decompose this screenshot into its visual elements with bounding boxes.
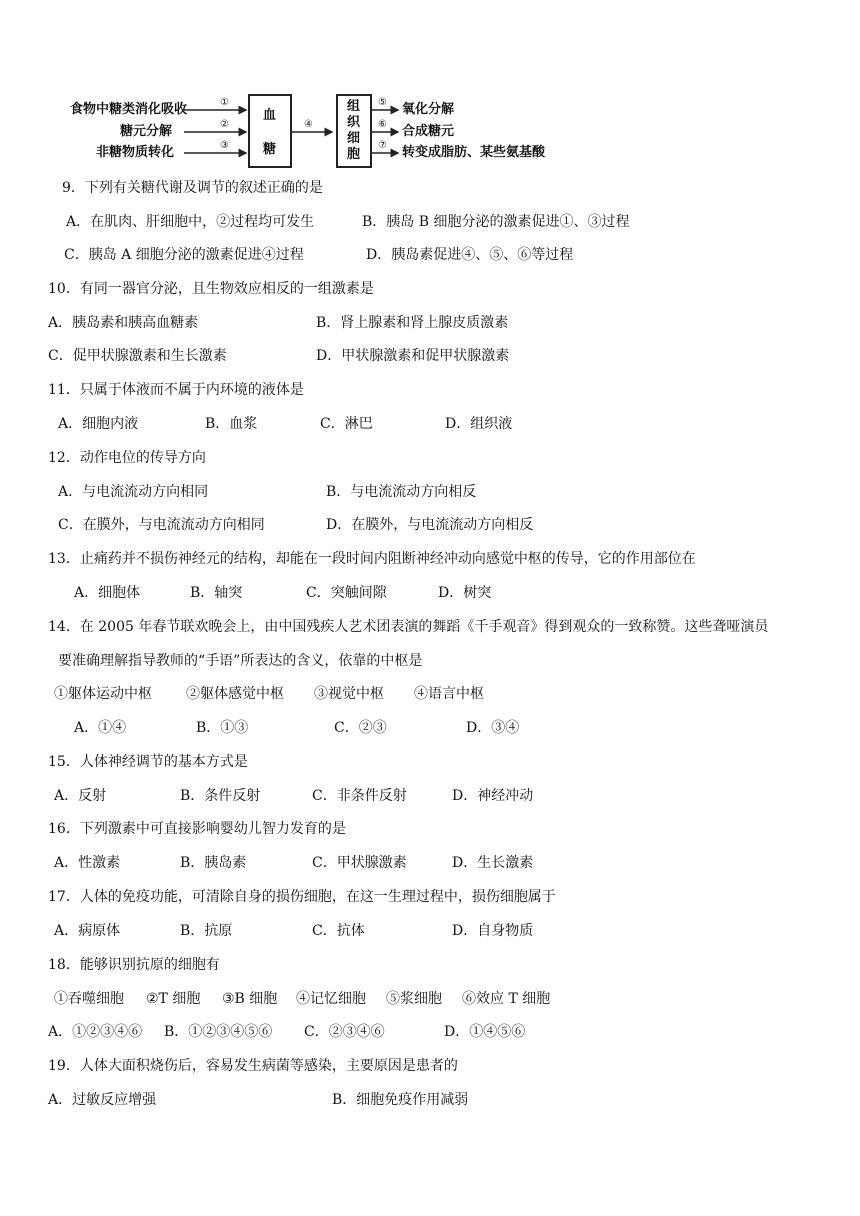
tissue-cell-box bbox=[336, 94, 372, 168]
question-18-item-6: ⑥效应 T 细胞 bbox=[462, 991, 551, 1007]
input-2-number: ② bbox=[220, 119, 229, 130]
question-16-option-c: C．甲状腺激素 bbox=[312, 855, 407, 871]
output-2-number: ⑥ bbox=[378, 119, 387, 130]
question-14-item-1: ①躯体运动中枢 bbox=[54, 686, 152, 702]
tissue-char-1: 组 bbox=[347, 99, 361, 114]
blood-sugar-char-1: 血 bbox=[263, 108, 277, 123]
question-15-option-a: A．反射 bbox=[54, 788, 107, 804]
question-19-stem: 19．人体大面积烧伤后，容易发生病菌等感染，主要原因是患者的 bbox=[48, 1058, 458, 1074]
question-19-option-b: B．细胞免疫作用减弱 bbox=[332, 1092, 469, 1108]
question-9-option-c: C．胰岛 A 细胞分泌的激素促进④过程 bbox=[64, 247, 304, 263]
question-15-stem: 15．人体神经调节的基本方式是 bbox=[48, 754, 248, 770]
input-1-label: 食物中糖类消化吸收 bbox=[70, 102, 188, 117]
question-18-item-5: ⑤浆细胞 bbox=[386, 991, 442, 1007]
question-18-item-1: ①吞噬细胞 bbox=[54, 991, 124, 1007]
output-3-label: 转变成脂肪、某些氨基酸 bbox=[402, 145, 546, 160]
question-11-option-c: C．淋巴 bbox=[320, 416, 373, 432]
question-18-item-3: ③B 细胞 bbox=[222, 991, 278, 1007]
question-15-option-c: C．非条件反射 bbox=[312, 788, 407, 804]
question-13-option-a: A．细胞体 bbox=[74, 585, 141, 601]
question-17-option-c: C．抗体 bbox=[312, 923, 365, 939]
question-14-option-b: B．①③ bbox=[196, 720, 249, 736]
output-1-number: ⑤ bbox=[378, 97, 387, 108]
question-10-option-b: B．肾上腺素和肾上腺皮质激素 bbox=[316, 315, 509, 331]
question-12-option-b: B．与电流流动方向相反 bbox=[326, 484, 477, 500]
question-10-option-c: C．促甲状腺激素和生长激素 bbox=[48, 348, 227, 364]
input-3-label: 非糖物质转化 bbox=[96, 145, 175, 160]
question-9-option-d: D．胰岛素促进④、⑤、⑥等过程 bbox=[366, 247, 574, 263]
question-18-option-b: B．①②③④⑤⑥ bbox=[164, 1024, 273, 1040]
question-13-option-c: C．突触间隙 bbox=[306, 585, 387, 601]
question-16-stem: 16．下列激素中可直接影响婴幼儿智力发育的是 bbox=[48, 821, 346, 837]
question-18-item-2: ②T 细胞 bbox=[146, 991, 201, 1007]
input-3-number: ③ bbox=[220, 140, 229, 151]
question-10-stem: 10．有同一器官分泌，且生物效应相反的一组激素是 bbox=[48, 281, 374, 297]
middle-number: ④ bbox=[304, 119, 313, 130]
question-18-stem: 18．能够识别抗原的细胞有 bbox=[48, 957, 220, 973]
question-14-item-2: ②躯体感觉中枢 bbox=[186, 686, 284, 702]
question-14-item-4: ④语言中枢 bbox=[414, 686, 484, 702]
question-14-item-3: ③视觉中枢 bbox=[314, 686, 384, 702]
question-11-option-d: D．组织液 bbox=[445, 416, 513, 432]
output-2-label: 合成糖元 bbox=[402, 124, 455, 139]
input-1-number: ① bbox=[220, 97, 229, 108]
question-14-stem-line-1: 14．在 2005 年春节联欢晚会上，由中国残疾人艺术团表演的舞蹈《千手观音》得到观众的一致称赞。这些聋哑演员 bbox=[48, 619, 769, 635]
question-12-option-c: C．在膜外，与电流流动方向相同 bbox=[58, 517, 265, 533]
glucose-metabolism-diagram bbox=[60, 92, 620, 172]
question-12-option-d: D．在膜外，与电流流动方向相反 bbox=[326, 517, 534, 533]
question-14-option-d: D．③④ bbox=[466, 720, 520, 736]
question-14-option-c: C．②③ bbox=[334, 720, 387, 736]
question-16-option-a: A．性激素 bbox=[54, 855, 121, 871]
question-17-option-b: B．抗原 bbox=[180, 923, 233, 939]
question-17-option-a: A．病原体 bbox=[54, 923, 121, 939]
question-18-option-a: A．①②③④⑥ bbox=[48, 1024, 143, 1040]
question-16-option-d: D．生长激素 bbox=[452, 855, 534, 871]
question-16-option-b: B．胰岛素 bbox=[180, 855, 247, 871]
question-14-option-a: A．①④ bbox=[74, 720, 127, 736]
question-13-option-d: D．树突 bbox=[438, 585, 492, 601]
question-18-option-d: D．①④⑤⑥ bbox=[444, 1024, 526, 1040]
blood-sugar-box bbox=[248, 94, 292, 168]
output-3-number: ⑦ bbox=[378, 140, 387, 151]
output-1-label: 氧化分解 bbox=[402, 102, 455, 117]
question-10-option-d: D．甲状腺激素和促甲状腺激素 bbox=[316, 348, 510, 364]
tissue-char-3: 细 bbox=[347, 131, 361, 146]
question-9-stem: 9．下列有关糖代谢及调节的叙述正确的是 bbox=[62, 180, 323, 196]
question-11-stem: 11．只属于体液而不属于内环境的液体是 bbox=[48, 382, 304, 398]
question-9-option-b: B．胰岛 B 细胞分泌的激素促进①、③过程 bbox=[362, 214, 630, 230]
question-13-option-b: B．轴突 bbox=[190, 585, 243, 601]
question-19-option-a: A．过敏反应增强 bbox=[48, 1092, 157, 1108]
tissue-char-4: 胞 bbox=[347, 147, 361, 162]
question-18-item-4: ④记忆细胞 bbox=[296, 991, 366, 1007]
question-9-option-a: A．在肌肉、肝细胞中，②过程均可发生 bbox=[66, 214, 315, 230]
question-17-stem: 17．人体的免疫功能，可清除自身的损伤细胞，在这一生理过程中，损伤细胞属于 bbox=[48, 889, 556, 905]
question-11-option-a: A．细胞内液 bbox=[58, 416, 139, 432]
question-12-stem: 12．动作电位的传导方向 bbox=[48, 450, 206, 466]
blood-sugar-char-2: 糖 bbox=[263, 142, 277, 157]
question-15-option-b: B．条件反射 bbox=[180, 788, 261, 804]
input-2-label: 糖元分解 bbox=[120, 124, 173, 139]
question-10-option-a: A．胰岛素和胰高血糖素 bbox=[48, 315, 199, 331]
question-13-stem: 13．止痛药并不损伤神经元的结构，却能在一段时间内阻断神经冲动向感觉中枢的传导，它的作用部位在 bbox=[48, 551, 696, 567]
tissue-char-2: 织 bbox=[347, 115, 361, 130]
question-15-option-d: D．神经冲动 bbox=[452, 788, 534, 804]
question-18-option-c: C．②③④⑥ bbox=[304, 1024, 385, 1040]
question-14-stem-line-2: 要准确理解指导教师的“手语”所表达的含义，依靠的中枢是 bbox=[58, 653, 423, 669]
question-17-option-d: D．自身物质 bbox=[452, 923, 534, 939]
question-12-option-a: A．与电流流动方向相同 bbox=[58, 484, 209, 500]
question-11-option-b: B．血浆 bbox=[205, 416, 258, 432]
